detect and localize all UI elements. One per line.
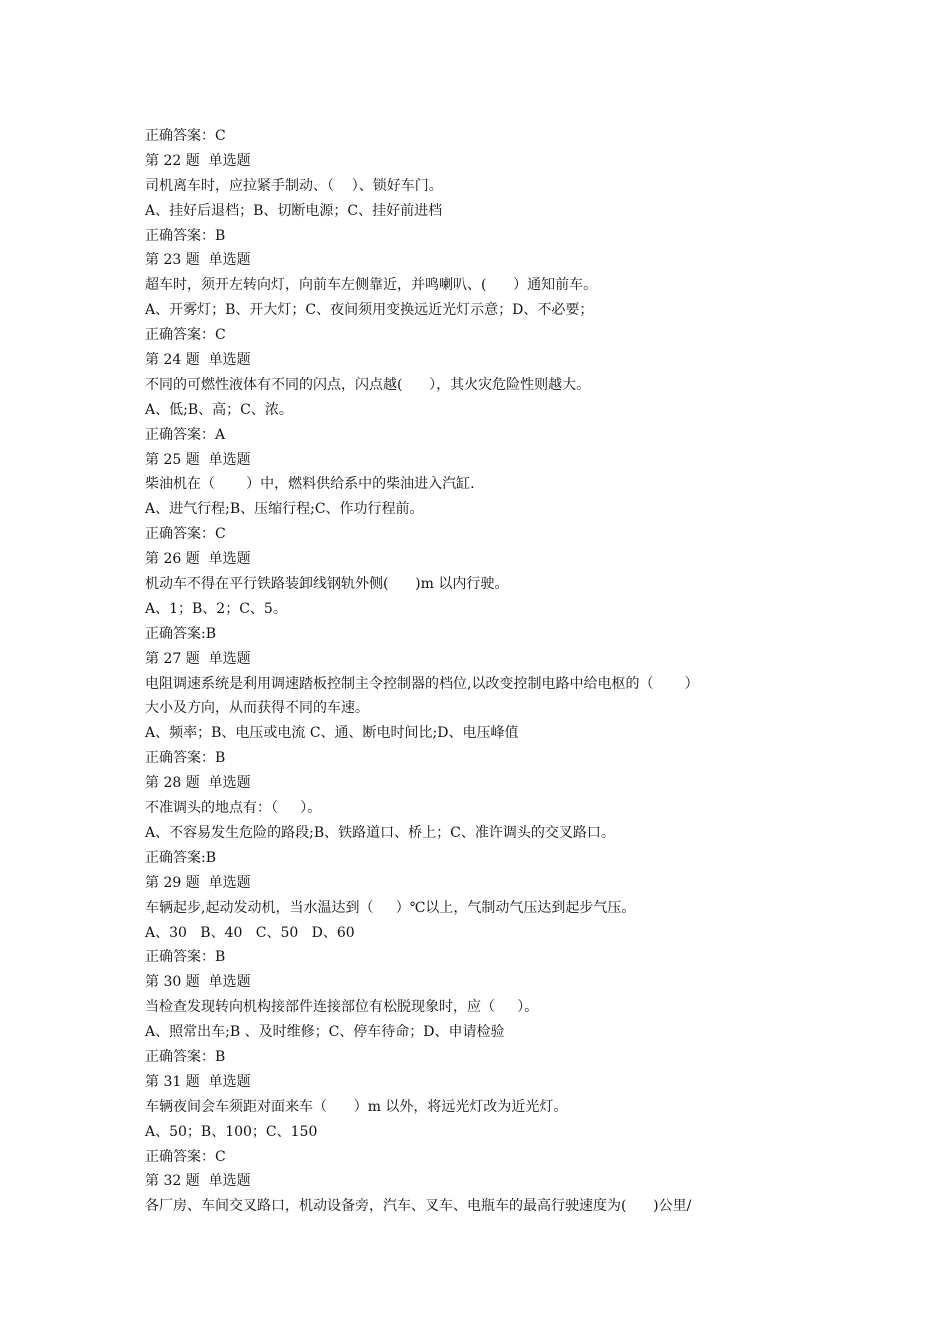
options-line: A、照常出车;B 、及时维修；C、停车待命；D、申请检验 — [145, 1024, 505, 1041]
question-header: 第 23 题 单选题 — [145, 252, 251, 269]
question-text: 机动车不得在平行铁路装卸线钢轨外侧( )m 以内行驶。 — [145, 576, 509, 593]
document-page — [145, 124, 845, 1219]
question-text: 柴油机在（ ）中，燃料供给系中的柴油进入汽缸. — [145, 476, 475, 493]
answer-line: 正确答案：B — [145, 750, 226, 767]
question-text: 不同的可燃性液体有不同的闪点，闪点越( ），其火灾危险性则越大。 — [145, 376, 591, 393]
answer-line: 正确答案：C — [145, 327, 226, 344]
answer-line: 正确答案：C — [145, 128, 226, 144]
question-header: 第 30 题 单选题 — [145, 974, 251, 991]
question-header: 第 24 题 单选题 — [145, 352, 251, 369]
question-header: 第 28 题 单选题 — [145, 775, 251, 792]
question-header: 第 27 题 单选题 — [145, 650, 251, 667]
answer-line: 正确答案：A — [145, 426, 226, 443]
options-line: A、低;B、高；C、浓。 — [145, 401, 293, 418]
answer-line: 正确答案：B — [145, 949, 226, 966]
options-line: A、开雾灯；B、开大灯；C、夜间须用变换远近光灯示意；D、不必要； — [145, 302, 594, 319]
options-line: A、进气行程;B、压缩行程;C、作功行程前。 — [145, 501, 424, 518]
question-text: 各厂房、车间交叉路口，机动设备旁，汽车、叉车、电瓶车的最高行驶速度为( )公里/ — [145, 1198, 692, 1215]
question-text: 司机离车时，应拉紧手制动、（ ）、锁好车门。 — [145, 177, 443, 194]
answer-line: 正确答案：C — [145, 526, 226, 543]
question-header: 第 29 题 单选题 — [145, 874, 251, 891]
question-text: 不准调头的地点有：（ ）。 — [145, 800, 322, 817]
question-text: 当检查发现转向机构接部件连接部位有松脱现象时，应（ ）。 — [145, 999, 539, 1016]
question-header: 第 22 题 单选题 — [145, 152, 251, 169]
question-header: 第 25 题 单选题 — [145, 451, 251, 468]
question-text: 电阻调速系统是利用调速踏板控制主令控制器的档位,以改变控制电路中给电枢的（ ） — [145, 675, 699, 692]
question-header: 第 31 题 单选题 — [145, 1073, 251, 1090]
question-text: 超车时，须开左转向灯，向前车左侧靠近，并鸣喇叭、( ）通知前车。 — [145, 277, 598, 294]
options-line: A、不容易发生危险的路段;B、铁路道口、桥上；C、准许调头的交叉路口。 — [145, 824, 615, 841]
answer-line: 正确答案：C — [145, 1148, 226, 1165]
question-text: 车辆起步,起动发动机，当水温达到（ ）℃以上，气制动气压达到起步气压。 — [145, 899, 636, 916]
answer-line: 正确答案：B — [145, 1048, 226, 1065]
question-header: 第 26 题 单选题 — [145, 551, 251, 568]
answer-line: 正确答案:B — [145, 625, 217, 642]
options-line: A、挂好后退档；B、切断电源；C、挂好前进档 — [145, 202, 443, 219]
options-line: A、30 B、40 C、50 D、60 — [145, 924, 355, 941]
question-header: 第 32 题 单选题 — [145, 1173, 251, 1190]
answer-line: 正确答案：B — [145, 227, 226, 244]
question-text-continued: 大小及方向，从而获得不同的车速。 — [145, 700, 369, 717]
question-text: 车辆夜间会车须距对面来车（ ）m 以外，将远光灯改为近光灯。 — [145, 1098, 568, 1115]
answer-line: 正确答案:B — [145, 849, 217, 866]
options-line: A、频率；B、电压或电流 C、通、断电时间比;D、电压峰值 — [145, 725, 519, 742]
options-line: A、1；B、2；C、5。 — [145, 600, 287, 617]
options-line: A、50；B、100；C、150 — [145, 1123, 318, 1140]
